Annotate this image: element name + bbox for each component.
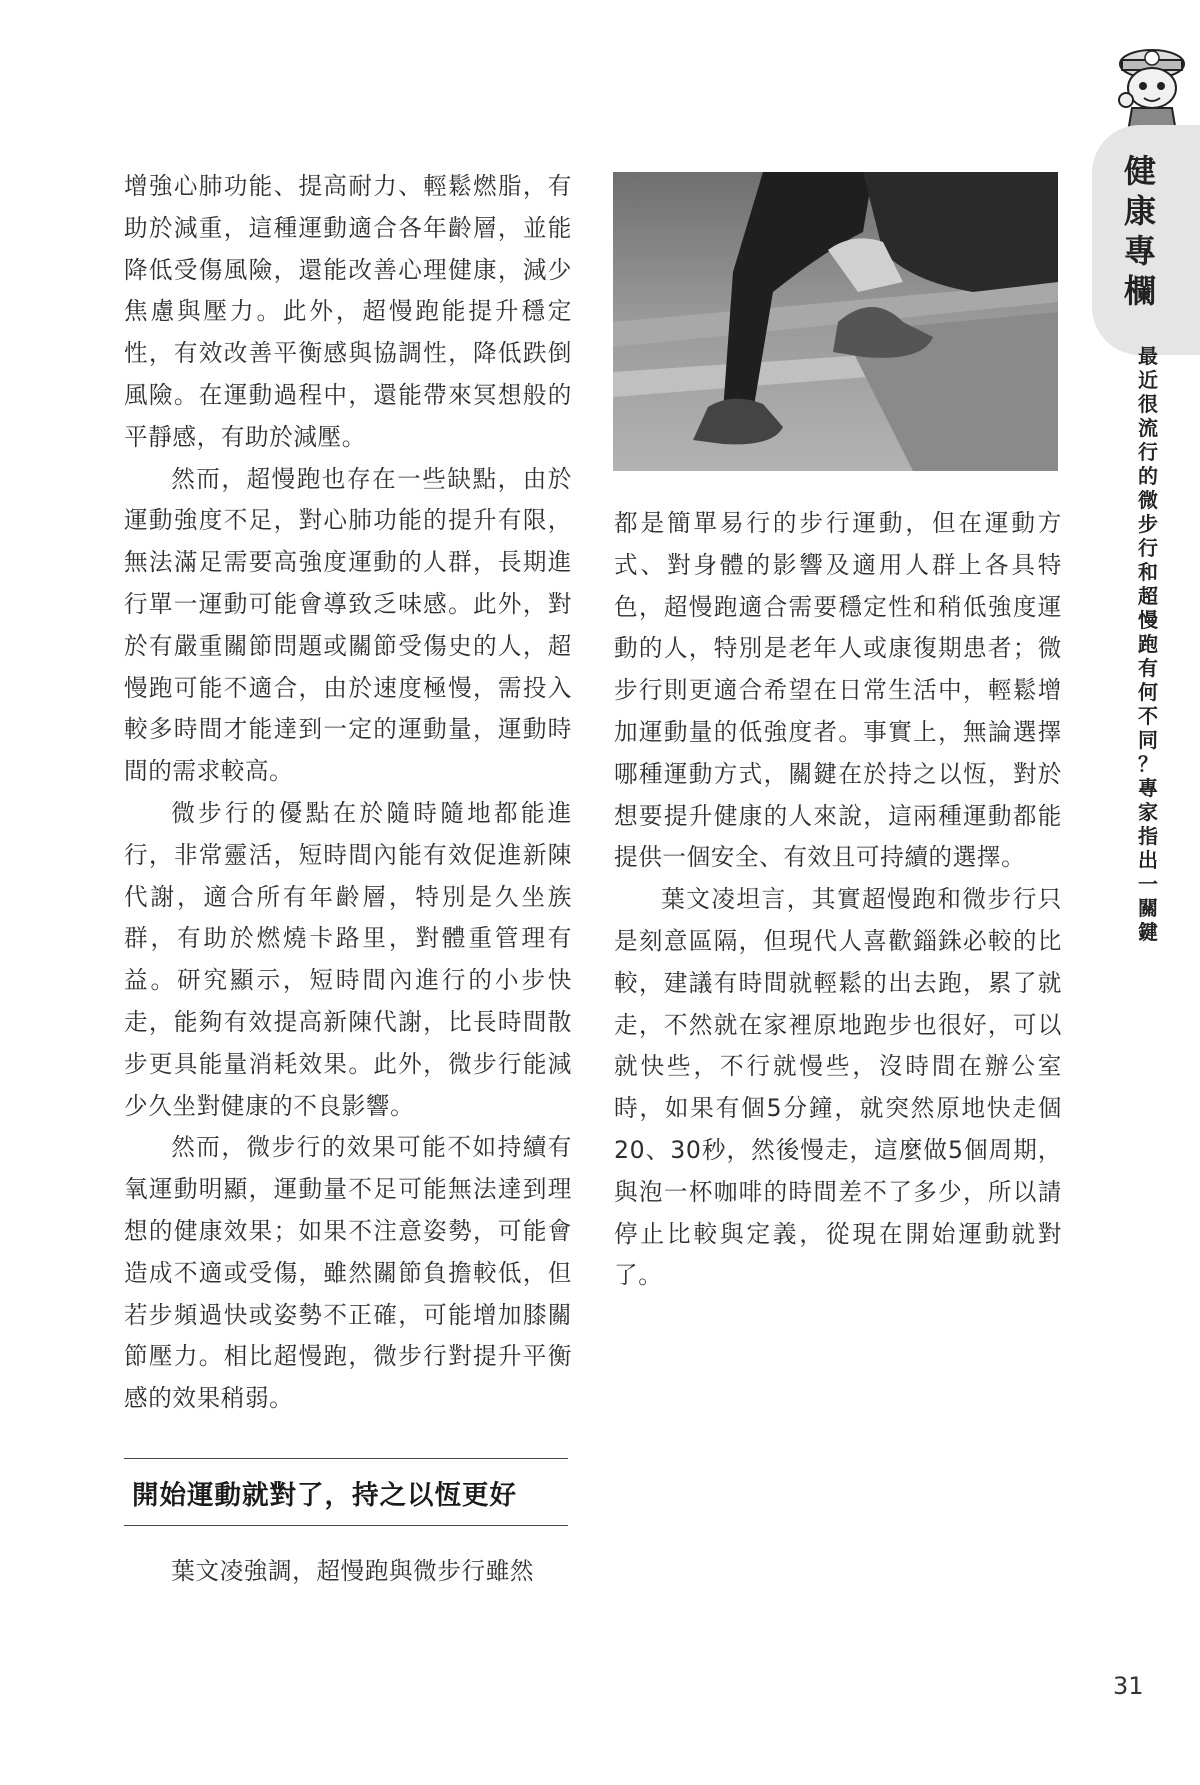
article-title-char: 和 bbox=[1138, 560, 1158, 584]
article-title-char: 的 bbox=[1138, 464, 1158, 488]
section-heading-box bbox=[124, 1458, 568, 1526]
article-title-char: 超 bbox=[1138, 584, 1158, 608]
article-title-char: 不 bbox=[1138, 704, 1158, 728]
paragraph: 增強心肺功能、提高耐力、輕鬆燃脂，有助於減重，這種運動適合各年齡層，並能降低受傷風險，還能改善心理健康，減少焦慮與壓力。此外，超慢跑能提升穩定性，有效改善平衡感與協調性，降低跌倒風險。在運動過程中，還能帶來冥想般的平靜感，有助於減壓。 bbox=[124, 172, 572, 451]
section-tab-char: 專 bbox=[1123, 232, 1156, 270]
section-tab-char: 健 bbox=[1123, 152, 1156, 190]
article-title-char: 很 bbox=[1138, 392, 1158, 416]
article-title-char: 關 bbox=[1138, 896, 1158, 920]
article-title-char: 鍵 bbox=[1138, 920, 1158, 944]
paragraph: 都是簡單易行的步行運動，但在運動方式、對身體的影響及適用人群上各具特色，超慢跑適合需要穩定性和稍低強度運動的人，特別是老年人或康復期患者；微步行則更適合希望在日常生活中，輕鬆增加運動量的低強度者。事實上，無論選擇哪種運動方式，關鍵在於持之以恆，對於想要提升健康的人來說，這兩種運動都能提供一個安全、有效且可持續的選擇。 bbox=[614, 509, 1062, 872]
article-title-char: 有 bbox=[1138, 656, 1158, 680]
article-title-char: 步 bbox=[1138, 512, 1158, 536]
section-tab-label bbox=[1114, 151, 1166, 311]
paragraph: 微步行的優點在於隨時隨地都能進行，非常靈活，短時間內能有效促進新陳代謝，適合所有年齡層，特別是久坐族群，有助於燃燒卡路里，對體重管理有益。研究顯示，短時間內進行的小步快走，能夠有效提高新陳代謝，比長時間散步更具能量消耗效果。此外，微步行能減少久坐對健康的不良影響。 bbox=[124, 798, 572, 1120]
right-column bbox=[614, 503, 1062, 1297]
left-column bbox=[124, 166, 572, 1420]
section-heading: 開始運動就對了，持之以恆更好 bbox=[132, 1479, 517, 1511]
article-title-char: 微 bbox=[1138, 488, 1158, 512]
article-title-char: 出 bbox=[1138, 848, 1158, 872]
page-number: 31 bbox=[1113, 1672, 1144, 1700]
article-title-char: 行 bbox=[1138, 536, 1158, 560]
article-title-char: 流 bbox=[1138, 416, 1158, 440]
section-tab-char: 欄 bbox=[1123, 272, 1156, 310]
paragraph: 然而，微步行的效果可能不如持續有氧運動明顯，運動量不足可能無法達到理想的健康效果；如果不注意姿勢，可能會造成不適或受傷，雖然關節負擔較低，但若步頻過快或姿勢不正確，可能增加膝關節壓力。相比超慢跑，微步行對提升平衡感的效果稍弱。 bbox=[124, 1133, 572, 1413]
after-heading-text bbox=[124, 1551, 572, 1593]
article-title-char: 行 bbox=[1138, 440, 1158, 464]
photo-tying-shoes bbox=[613, 172, 1058, 471]
paragraph: 葉文凌坦言，其實超慢跑和微步行只是刻意區隔，但現代人喜歡錙銖必較的比較，建議有時間就輕鬆的出去跑，累了就走，不然就在家裡原地跑步也很好，可以就快些，不行就慢些，沒時間在辦公室時，如果有個5分鐘，就突然原地快走個20、30秒，然後慢走，這麼做5個周期，與泡一杯咖啡的時間差不了多少，所以請停止比較與定義，從現在開始運動就對了。 bbox=[614, 885, 1062, 1290]
article-title-char: 何 bbox=[1138, 680, 1158, 704]
article-title-char: 同 bbox=[1138, 728, 1158, 752]
article-title-char: 近 bbox=[1138, 368, 1158, 392]
article-title-char: 指 bbox=[1138, 824, 1158, 848]
article-title-char: 專 bbox=[1138, 776, 1158, 800]
section-tab-char: 康 bbox=[1123, 192, 1156, 230]
article-title-char: 一 bbox=[1138, 872, 1158, 896]
paragraph: 然而，超慢跑也存在一些缺點，由於運動強度不足，對心肺功能的提升有限，無法滿足需要高強度運動的人群，長期進行單一運動可能會導致乏味感。此外，對於有嚴重關節問題或關節受傷史的人，超慢跑可能不適合，由於速度極慢，需投入較多時間才能達到一定的運動量，運動時間的需求較高。 bbox=[124, 464, 572, 786]
paragraph: 葉文凌強調，超慢跑與微步行雖然 bbox=[171, 1557, 535, 1585]
article-title-char: 最 bbox=[1138, 344, 1158, 368]
article-title-vertical bbox=[1128, 344, 1168, 944]
article-title-char: 跑 bbox=[1138, 632, 1158, 656]
article-title-char: ？ bbox=[1138, 752, 1158, 776]
article-title-char: 慢 bbox=[1138, 608, 1158, 632]
article-title-char: 家 bbox=[1138, 800, 1158, 824]
